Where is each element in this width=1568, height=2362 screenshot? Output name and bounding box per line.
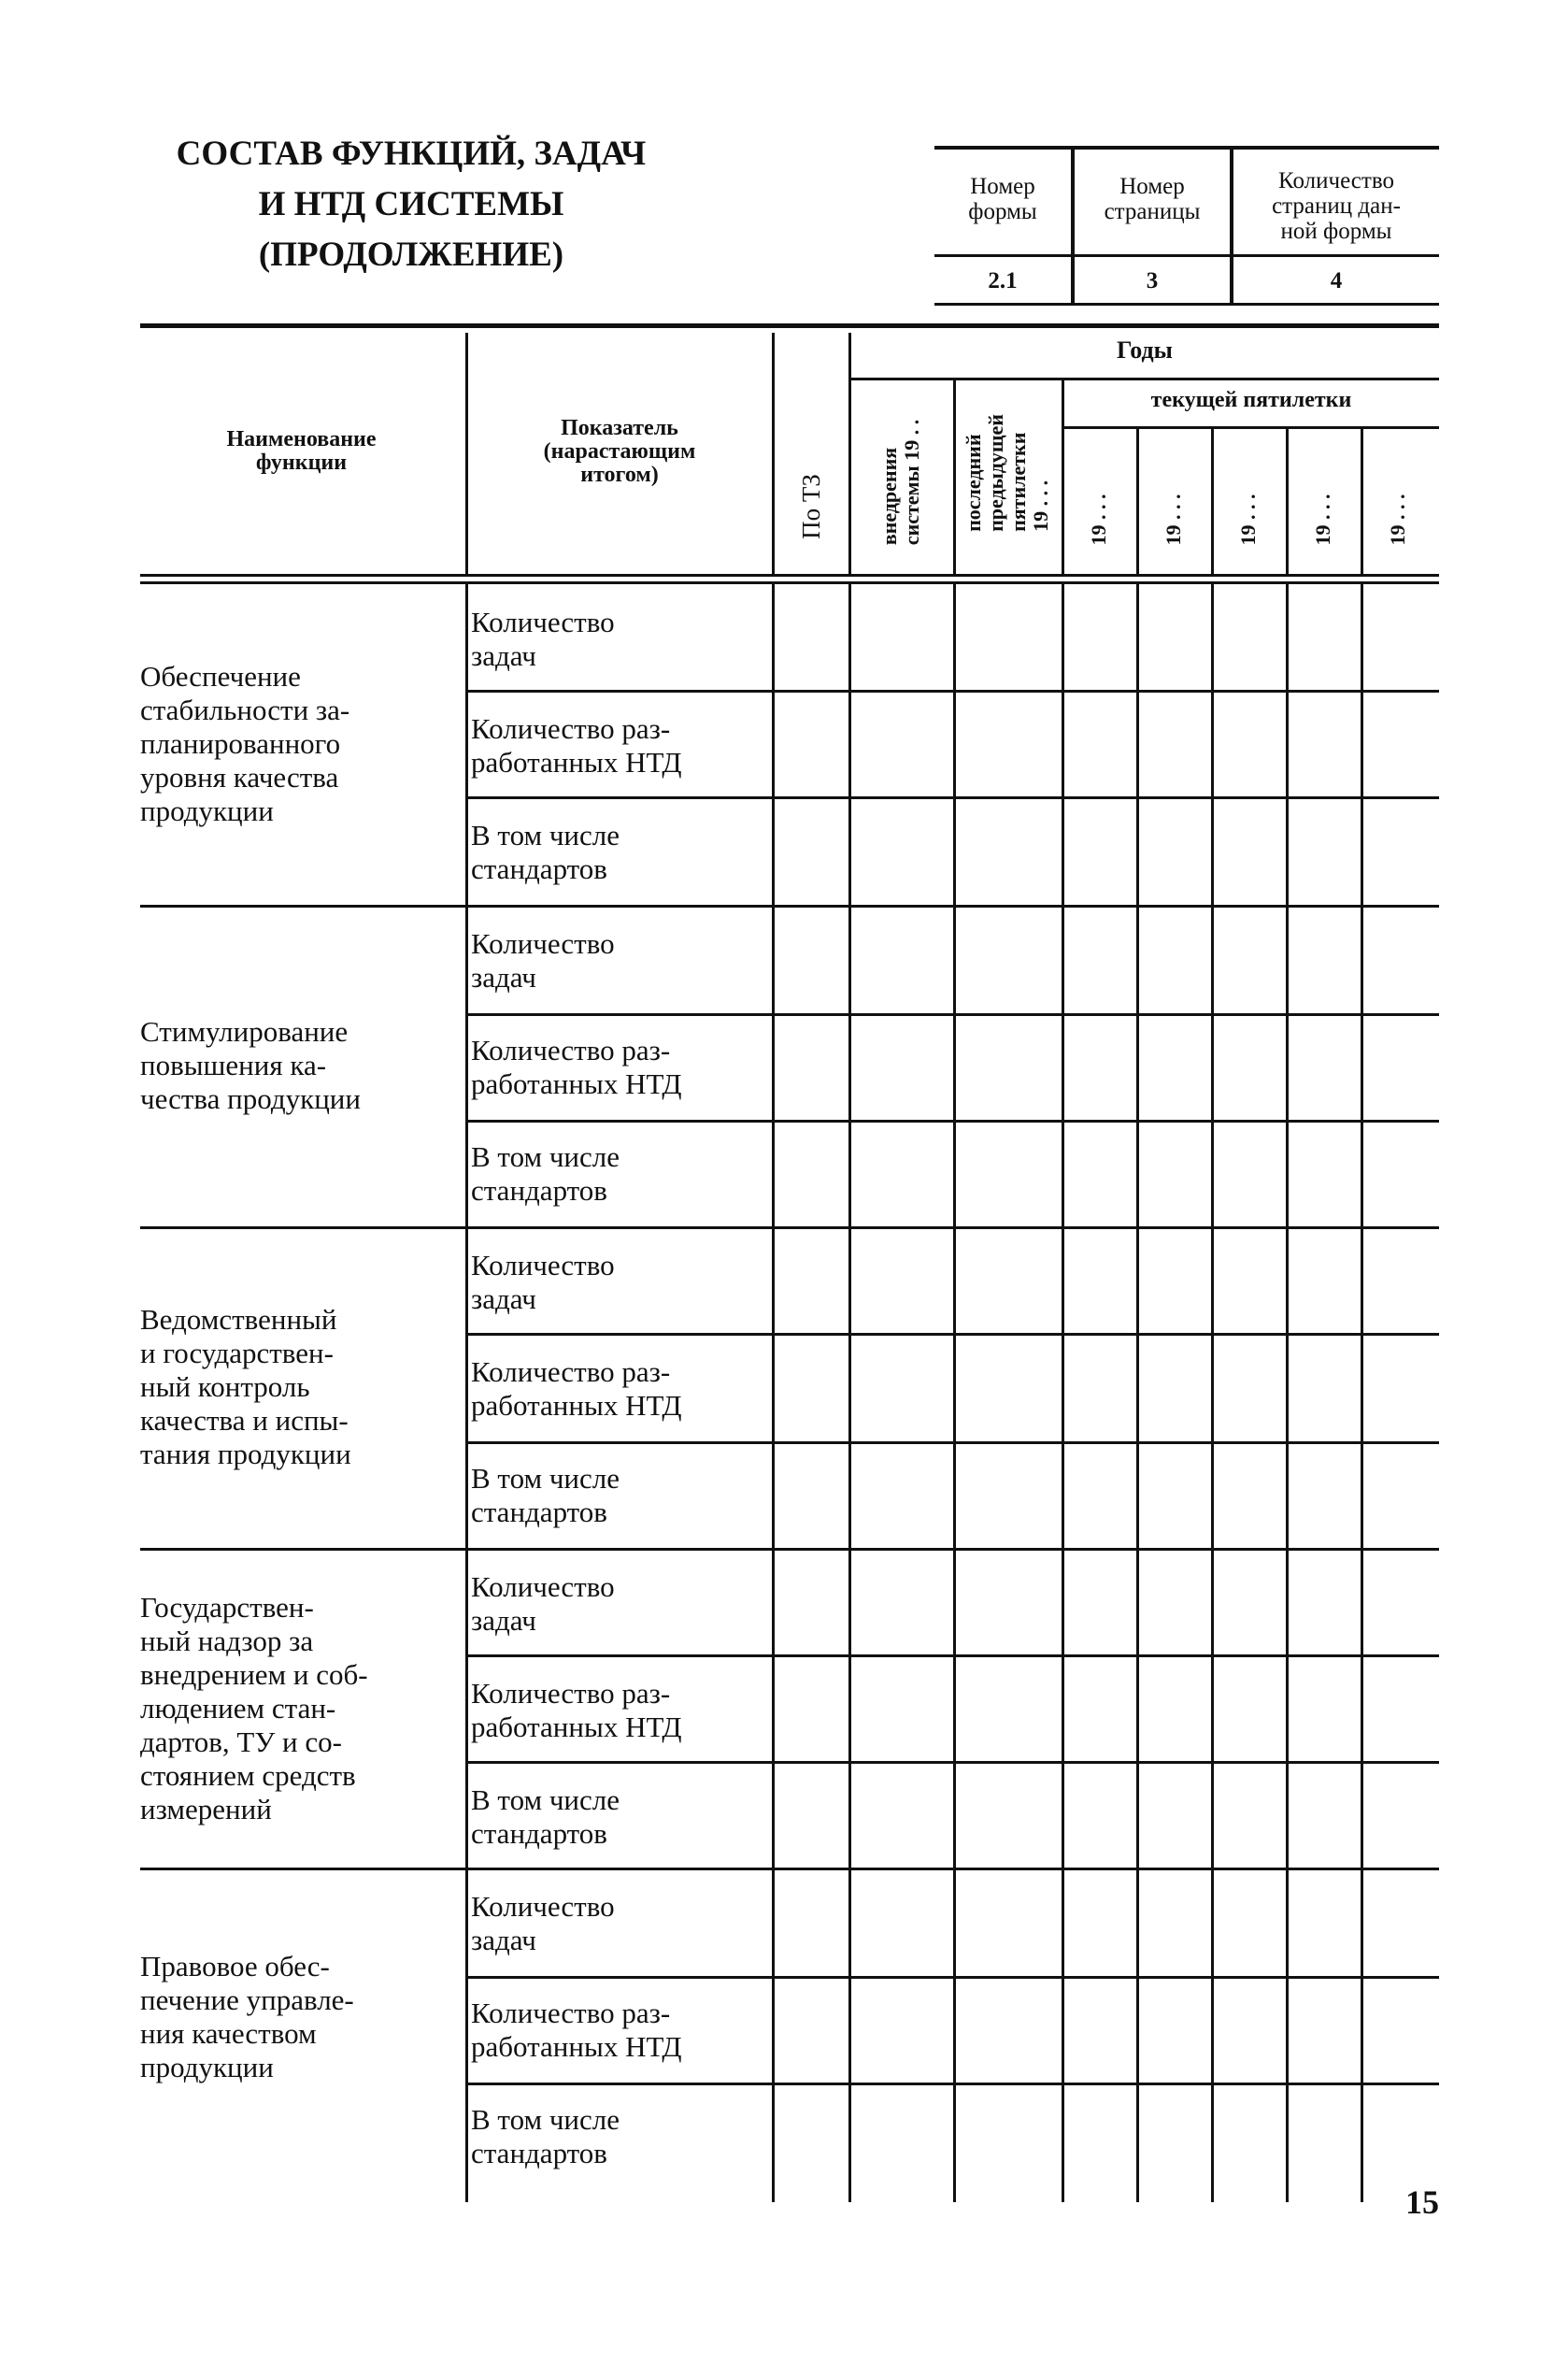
function-name-header: Наименование функции: [226, 427, 377, 475]
row-rule: [467, 1120, 1439, 1123]
form-number-label: Номер формы: [968, 174, 1037, 224]
row-rule: [467, 2083, 1439, 2085]
header-divider: [772, 333, 775, 574]
group-rule: [140, 1868, 1439, 1870]
page-count-value: 4: [1330, 268, 1343, 293]
indicator-cell: В том числе стандартов: [471, 1140, 620, 1207]
year-column-header: 19 . . .: [1386, 494, 1409, 546]
header-divider: [1211, 428, 1214, 574]
function-name: Ведомственный и государствен- ный контроль качества и испы- тания продукции: [140, 1303, 351, 1470]
last-previous-five-year-header: последний предыдущей пятилетки 19 . . .: [962, 414, 1052, 532]
indicator-cell: В том числе стандартов: [471, 2103, 620, 2169]
indicator-cell: Количество задач: [471, 927, 615, 994]
page-number-value: 3: [1146, 268, 1159, 293]
function-name: Обеспечение стабильности за- планированного уровня качества продукции: [140, 660, 350, 827]
table-top-rule: [140, 323, 1439, 328]
body-divider: [772, 584, 775, 2202]
group-rule: [140, 905, 1439, 908]
page-number: 15: [1405, 2183, 1439, 2221]
header-bottom-rule: [140, 574, 1439, 577]
header-divider: [1361, 428, 1363, 574]
years-rule: [850, 378, 1439, 380]
indicator-cell: В том числе стандартов: [471, 819, 620, 885]
row-rule: [467, 796, 1439, 799]
by-tz-header: По ТЗ: [797, 474, 825, 539]
form-box-mid-rule: [934, 254, 1439, 257]
current-five-year-header: текущей пятилетки: [1150, 388, 1352, 412]
group-rule: [140, 1548, 1439, 1551]
years-header: Годы: [1117, 336, 1173, 364]
year-column-header: 19 . . .: [1236, 494, 1260, 546]
body-divider: [848, 584, 851, 2202]
body-divider: [1136, 584, 1139, 2202]
indicator-cell: Количество раз- работанных НТД: [471, 1677, 682, 1743]
indicator-cell: Количество раз- работанных НТД: [471, 1997, 682, 2063]
page-number-label: Номер страницы: [1104, 174, 1201, 224]
indicator-header: Показатель (нарастающим итогом): [543, 416, 696, 487]
form-info-box: [934, 146, 1439, 307]
row-rule: [467, 1761, 1439, 1764]
current-five-year-rule: [1063, 426, 1439, 429]
indicator-cell: Количество раз- работанных НТД: [471, 1355, 682, 1422]
header-divider: [1286, 428, 1289, 574]
function-name: Государствен- ный надзор за внедрением и соб- людением стан- дартов, ТУ и со- стоянием средств измерений: [140, 1591, 368, 1825]
page-title: [140, 129, 682, 280]
body-divider: [1361, 584, 1363, 2202]
row-rule: [467, 1441, 1439, 1444]
indicator-cell: Количество раз- работанных НТД: [471, 1034, 682, 1100]
group-rule: [140, 1226, 1439, 1229]
indicator-cell: Количество задач: [471, 606, 615, 672]
title-line: СОСТАВ ФУНКЦИЙ, ЗАДАЧ: [176, 135, 647, 173]
row-rule: [467, 690, 1439, 693]
body-divider: [1062, 584, 1064, 2202]
year-column-header: 19 . . .: [1162, 494, 1185, 546]
indicator-cell: В том числе стандартов: [471, 1783, 620, 1850]
header-divider: [1136, 428, 1139, 574]
year-column-header: 19 . . .: [1311, 494, 1334, 546]
function-name: Стимулирование повышения ка- чества продукции: [140, 1015, 361, 1115]
body-divider: [1211, 584, 1214, 2202]
page-count-label: Количество страниц дан- ной формы: [1272, 168, 1401, 244]
header-divider: [465, 333, 468, 574]
header-bottom-rule: [140, 581, 1439, 584]
indicator-cell: Количество задач: [471, 1570, 615, 1637]
body-divider: [1286, 584, 1289, 2202]
row-rule: [467, 1976, 1439, 1979]
indicator-cell: Количество задач: [471, 1249, 615, 1315]
body-divider: [953, 584, 956, 2202]
implementation-header: внедрения системы 19 . .: [877, 419, 923, 546]
form-box-bottom-rule: [934, 303, 1439, 306]
indicator-cell: Количество задач: [471, 1890, 615, 1956]
body-divider: [465, 584, 468, 2202]
header-divider: [953, 379, 956, 574]
form-number-value: 2.1: [988, 268, 1018, 293]
title-line: И НТД СИСТЕМЫ: [258, 185, 564, 223]
form-box-top-rule: [934, 146, 1439, 150]
indicator-cell: Количество раз- работанных НТД: [471, 712, 682, 779]
row-rule: [467, 1333, 1439, 1336]
header-divider: [848, 333, 851, 574]
row-rule: [467, 1013, 1439, 1016]
functions-table: [140, 323, 1439, 2202]
title-line: (ПРОДОЛЖЕНИЕ): [258, 236, 564, 274]
indicator-cell: В том числе стандартов: [471, 1462, 620, 1528]
function-name: Правовое обес- печение управле- ния качеством продукции: [140, 1950, 354, 2083]
year-column-header: 19 . . .: [1087, 494, 1110, 546]
row-rule: [467, 1654, 1439, 1657]
